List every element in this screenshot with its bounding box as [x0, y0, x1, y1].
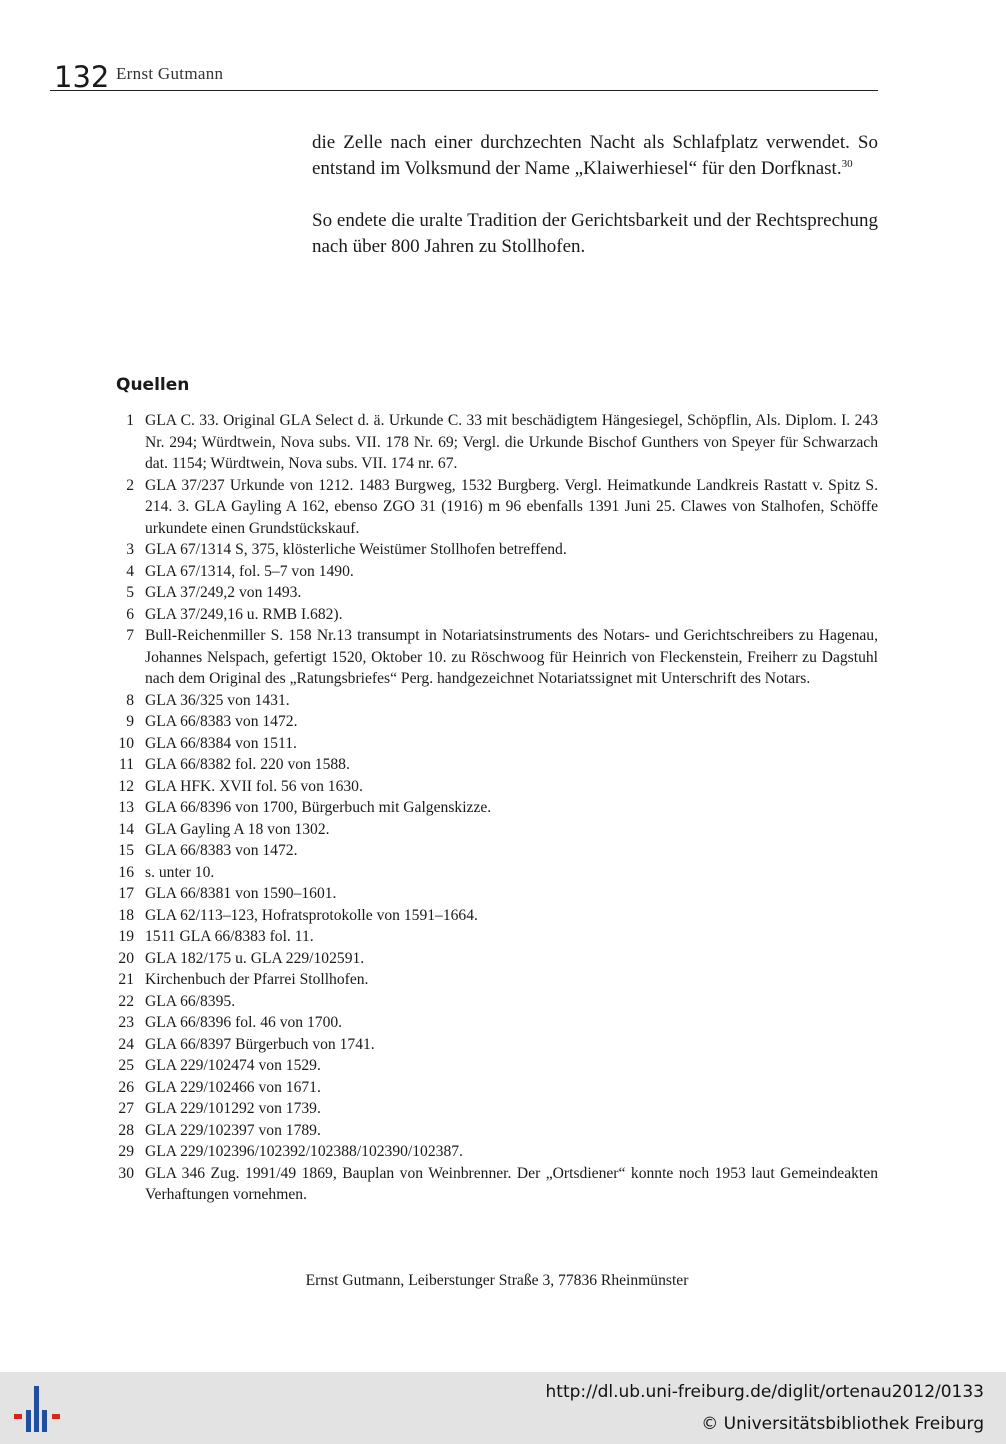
source-number: 6 — [126, 605, 134, 623]
footer-url-link[interactable]: http://dl.ub.uni-freiburg.de/diglit/ortenau2012/0133 — [545, 1382, 984, 1402]
source-text: GLA 36/325 von 1431. — [145, 691, 290, 709]
source-text: 1511 GLA 66/8383 fol. 11. — [145, 928, 314, 945]
page-header — [50, 58, 878, 94]
source-item — [116, 1012, 878, 1034]
source-number: 21 — [118, 971, 134, 988]
source-item — [116, 582, 878, 604]
source-number: 29 — [118, 1143, 134, 1160]
source-item — [116, 711, 878, 733]
source-number: 1 — [126, 412, 134, 429]
paragraph-text: die Zelle nach einer durchzechten Nacht als Schlafplatz verwendet. So entstand im Volksmund der Name „Klaiwerhiesel“ für den Dorfknast. — [312, 132, 878, 179]
source-text: GLA 37/237 Urkunde von 1212. 1483 Burgweg, 1532 Burgberg. Vergl. Heimatkunde Landkreis Rastatt v. Spitz S. 214. 3. GLA Gayling A 162, ebenso ZGO 31 (1916) m 96 ebenfalls 1391 Juni 25. Clawes von Stalhofen, Schöffe urkundete einen Grundstückskauf. — [145, 476, 878, 537]
source-text: GLA 62/113–123, Hofratsprotokolle von 1591–1664. — [145, 906, 478, 924]
source-item — [116, 926, 878, 948]
source-text: GLA 229/102466 von 1671. — [145, 1078, 321, 1096]
source-text: GLA 66/8396 fol. 46 von 1700. — [145, 1014, 343, 1031]
source-text: GLA 229/102474 von 1529. — [145, 1057, 321, 1074]
source-number: 4 — [126, 562, 134, 580]
footer-copyright: © Universitätsbibliothek Freiburg — [701, 1414, 984, 1434]
source-number: 26 — [118, 1078, 134, 1096]
source-number: 17 — [118, 885, 134, 902]
source-item — [116, 1141, 878, 1163]
body-text — [312, 130, 878, 286]
source-number: 30 — [118, 1164, 134, 1182]
source-number: 10 — [118, 734, 134, 752]
source-text: GLA Gayling A 18 von 1302. — [145, 820, 330, 838]
source-item — [116, 539, 878, 561]
logo-dash — [14, 1414, 22, 1419]
source-item — [116, 862, 878, 884]
source-text: GLA 66/8383 von 1472. — [145, 713, 298, 730]
source-number: 27 — [118, 1100, 134, 1117]
source-number: 25 — [118, 1057, 134, 1074]
source-number: 18 — [118, 906, 134, 924]
source-item — [116, 948, 878, 970]
source-number: 5 — [126, 584, 134, 601]
section-title: Quellen — [116, 375, 190, 395]
source-number: 22 — [118, 992, 134, 1010]
source-text: GLA 182/175 u. GLA 229/102591. — [145, 949, 365, 967]
source-number: 7 — [126, 627, 134, 644]
source-text: GLA 66/8396 von 1700, Bürgerbuch mit Galgenskizze. — [145, 799, 492, 816]
source-text: GLA 66/8397 Bürgerbuch von 1741. — [145, 1035, 375, 1053]
author-address: Ernst Gutmann, Leiberstunger Straße 3, 77836 Rheinmünster — [305, 1272, 689, 1289]
source-number: 15 — [118, 842, 134, 859]
source-number: 23 — [118, 1014, 134, 1031]
source-item — [116, 561, 878, 583]
source-item — [116, 905, 878, 927]
source-item — [116, 969, 878, 991]
paragraph — [312, 130, 878, 182]
source-item — [116, 883, 878, 905]
source-item — [116, 776, 878, 798]
source-number: 24 — [118, 1035, 134, 1053]
source-number: 14 — [118, 820, 134, 838]
source-item — [116, 475, 878, 540]
source-text: GLA 346 Zug. 1991/49 1869, Bauplan von Weinbrenner. Der „Ortsdiener“ konnte noch 1953 laut Gemeindeakten Verhaftungen vornehmen. — [145, 1164, 878, 1203]
source-text: GLA 66/8384 von 1511. — [145, 734, 297, 752]
source-text: Bull-Reichenmiller S. 158 Nr.13 transumpt in Notariatsinstruments des Notars- und Gerichtschreibers zu Hagenau, Johannes Nelspach, gefertigt 1520, Oktober 10. zu Röschwoog für Heinrich von Fleckenstein, Freiherr zu Dagstuhl nach dem Original des „Ratungsbriefes“ Perg. handgezeichnet Notariatssignet mit Unterschrift des Notars. — [145, 627, 878, 687]
source-number: 28 — [118, 1121, 134, 1139]
source-item — [116, 410, 878, 475]
source-number: 13 — [118, 799, 134, 816]
source-item — [116, 1163, 878, 1206]
source-item — [116, 604, 878, 626]
logo-bar — [34, 1386, 39, 1432]
source-text: GLA 67/1314, fol. 5–7 von 1490. — [145, 562, 354, 580]
source-item — [116, 1055, 878, 1077]
source-text: GLA 37/249,16 u. RMB I.682). — [145, 605, 343, 623]
source-number: 12 — [118, 777, 134, 795]
source-number: 19 — [118, 928, 134, 945]
source-text: s. unter 10. — [145, 863, 215, 881]
source-number: 2 — [126, 476, 134, 494]
ub-freiburg-logo-icon — [12, 1384, 64, 1434]
source-text: GLA 66/8395. — [145, 992, 236, 1010]
paragraph: So endete die uralte Tradition der Gerichtsbarkeit und der Rechtsprechung nach über 800 Jahren zu Stollhofen. — [312, 210, 878, 257]
sources-list — [116, 410, 878, 1206]
source-text: GLA 229/102396/102392/102388/102390/102387. — [145, 1143, 463, 1160]
source-item — [116, 1120, 878, 1142]
logo-dash — [52, 1414, 60, 1419]
source-item — [116, 690, 878, 712]
page-number: 132 — [54, 60, 110, 94]
footnote-ref: 30 — [841, 158, 853, 170]
source-item — [116, 1098, 878, 1120]
source-number: 20 — [118, 949, 134, 967]
source-text: GLA HFK. XVII fol. 56 von 1630. — [145, 777, 363, 795]
source-text: GLA 66/8381 von 1590–1601. — [145, 885, 337, 902]
source-text: GLA 229/102397 von 1789. — [145, 1121, 321, 1139]
source-item — [116, 819, 878, 841]
source-text: GLA 229/101292 von 1739. — [145, 1100, 321, 1117]
footer-bar — [0, 1372, 1006, 1444]
source-text: GLA 66/8383 von 1472. — [145, 842, 298, 859]
source-item — [116, 733, 878, 755]
source-number: 3 — [126, 541, 134, 558]
source-item — [116, 1034, 878, 1056]
source-item — [116, 1077, 878, 1099]
source-number: 8 — [126, 691, 134, 709]
running-head: Ernst Gutmann — [116, 64, 224, 83]
source-text: GLA 66/8382 fol. 220 von 1588. — [145, 756, 350, 773]
source-item — [116, 840, 878, 862]
source-number: 16 — [118, 863, 134, 881]
source-item — [116, 625, 878, 690]
source-item — [116, 754, 878, 776]
source-text: Kirchenbuch der Pfarrei Stollhofen. — [145, 971, 369, 988]
source-text: GLA C. 33. Original GLA Select d. ä. Urkunde C. 33 mit beschädigtem Hängesiegel, Schöpflin, Als. Diplom. I. 243 Nr. 294; Würdtwein, Nova subs. VII. 178 Nr. 69; Vergl. die Urkunde Bischof Gunthers von Speyer für Schwarzach dat. 1154; Würdtwein, Nova subs. VII. 174 nr. 67. — [145, 412, 878, 472]
source-text: GLA 67/1314 S, 375, klösterliche Weistümer Stollhofen betreffend. — [145, 541, 567, 558]
source-number: 9 — [126, 713, 134, 730]
source-item — [116, 797, 878, 819]
source-item — [116, 991, 878, 1013]
source-number: 11 — [118, 756, 134, 773]
logo-bar — [26, 1410, 31, 1432]
source-text: GLA 37/249,2 von 1493. — [145, 584, 302, 601]
logo-bar — [42, 1410, 47, 1432]
